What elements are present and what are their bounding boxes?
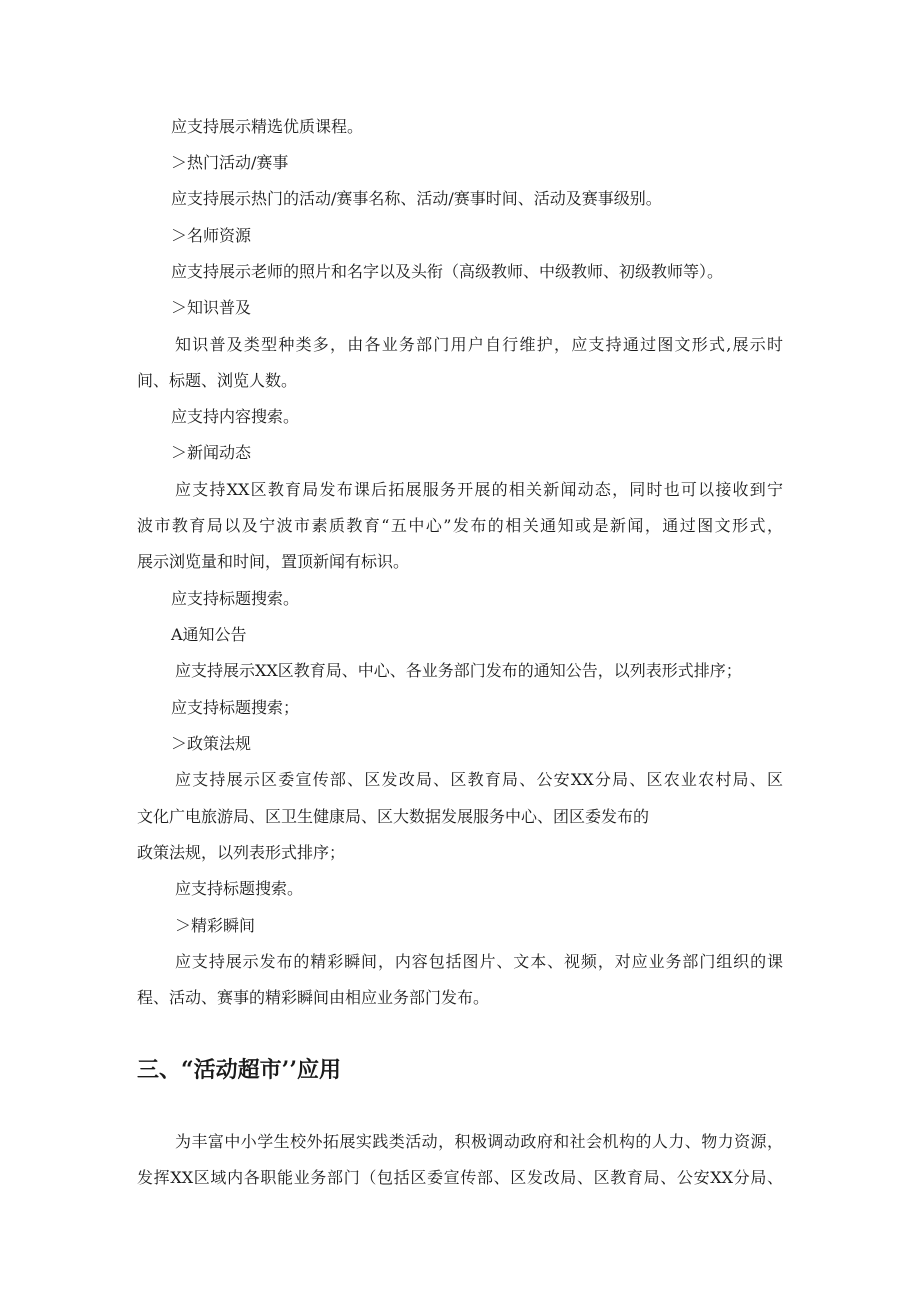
paragraph-policy-line3: 政策法规，以列表形式排序； — [137, 843, 346, 862]
paragraph-news-line2: 波市教育局以及宁波市素质教育“五中心”发布的相关通知或是新闻，通过图文形式， — [137, 516, 783, 535]
paragraph-events: 应支持展示热门的活动/赛事名称、活动/赛事时间、活动及赛事级别。 — [171, 189, 662, 208]
paragraph-moments-line2: 程、活动、赛事的精彩瞬间由相应业务部门发布。 — [137, 988, 490, 1007]
paragraph-content-search: 应支持内容搜索。 — [171, 407, 300, 426]
paragraph-knowledge-line1: 知识普及类型种类多，由各业务部门用户自行维护，应支持通过图文形式,展示时 — [175, 335, 783, 354]
paragraph-news-line3: 展示浏览量和时间，置顶新闻有标识。 — [137, 552, 410, 571]
paragraph-moments-line1: 应支持展示发布的精彩瞬间，内容包括图片、文本、视频，对应业务部门组织的课 — [175, 952, 783, 971]
paragraph-notice: 应支持展示XX区教育局、中心、各业务部门发布的通知公告，以列表形式排序； — [175, 661, 742, 680]
subheading-policy: ＞政策法规 — [171, 734, 252, 753]
paragraph-news-line1: 应支持XX区教育局发布课后拓展服务开展的相关新闻动态，同时也可以接收到宁 — [175, 480, 783, 499]
paragraph-title-search-2: 应支持标题搜索； — [171, 698, 300, 717]
paragraph-intro-line2: 发挥XX区域内各职能业务部门（包括区委宣传部、区发改局、区教育局、公安XX分局、 — [137, 1168, 783, 1187]
subheading-moments: ＞精彩瞬间 — [175, 916, 256, 935]
subheading-news: ＞新闻动态 — [171, 443, 252, 462]
paragraph-knowledge-line2: 间、标题、浏览人数。 — [137, 371, 298, 390]
paragraph-policy-line1: 应支持展示区委宣传部、区发改局、区教育局、公安XX分局、区农业农村局、区 — [175, 770, 783, 789]
paragraph-policy-line2: 文化广电旅游局、区卫生健康局、区大数据发展服务中心、团区委发布的 — [137, 807, 650, 826]
paragraph-teachers: 应支持展示老师的照片和名字以及头衔（高级教师、中级教师、初级教师等）。 — [171, 262, 724, 281]
subheading-hot-events: ＞热门活动/赛事 — [171, 153, 289, 172]
paragraph-title-search-3: 应支持标题搜索。 — [175, 879, 304, 898]
subheading-notice: A通知公告 — [171, 625, 247, 644]
paragraph-intro-line1: 为丰富中小学生校外拓展实践类活动，积极调动政府和社会机构的人力、物力资源， — [175, 1132, 783, 1151]
paragraph-title-search-1: 应支持标题搜索。 — [171, 589, 300, 608]
paragraph-courses: 应支持展示精选优质课程。 — [171, 117, 364, 136]
subheading-teachers: ＞名师资源 — [171, 226, 252, 245]
section-heading: 三、“活动超市’’应用 — [137, 1057, 341, 1083]
subheading-knowledge: ＞知识普及 — [171, 298, 252, 317]
